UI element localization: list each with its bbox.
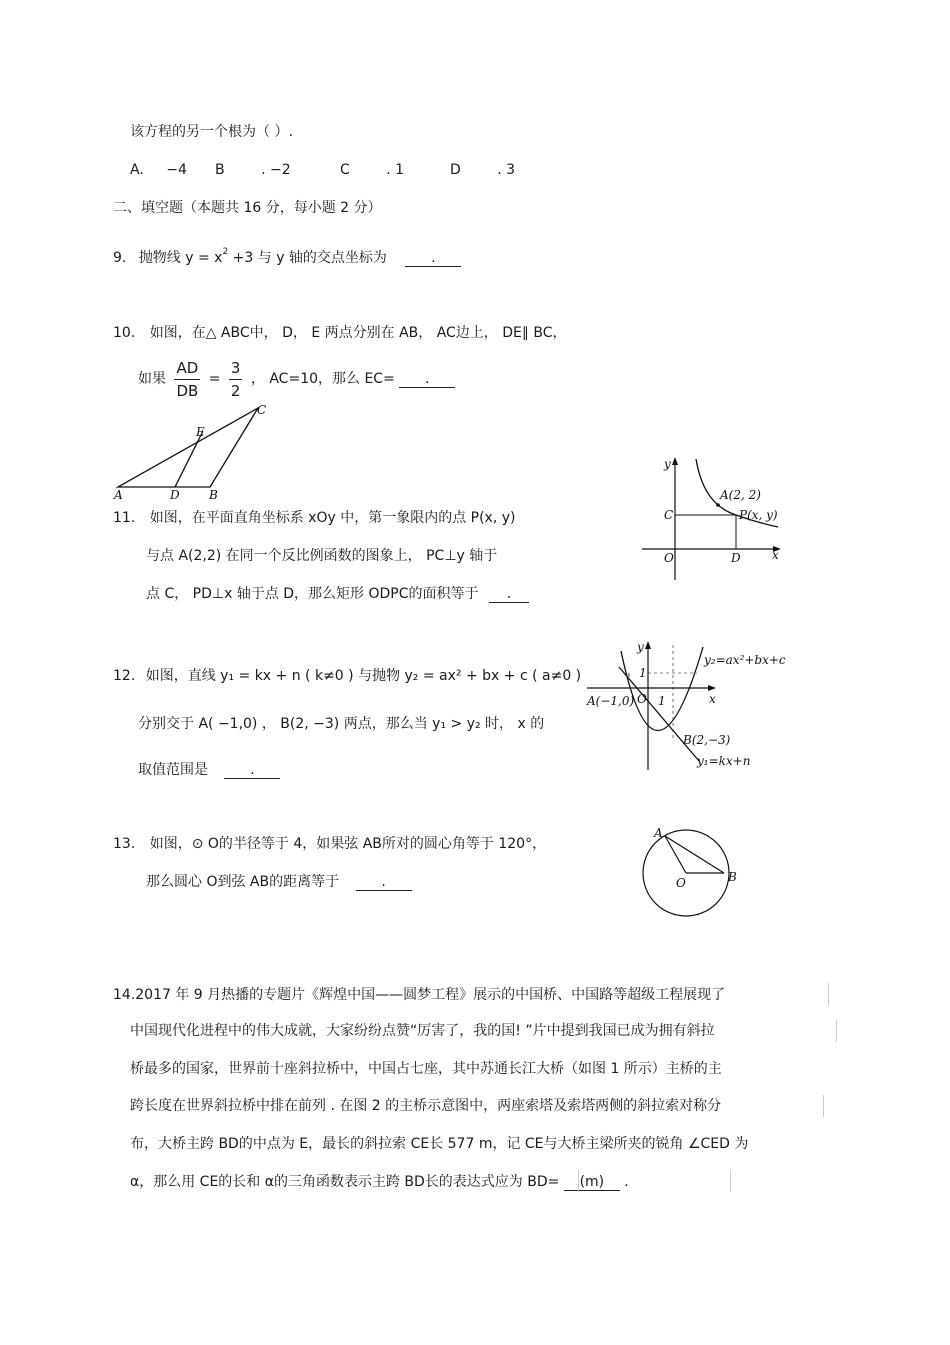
q10-line1: [113, 323, 566, 343]
q10-triangle-figure: [110, 400, 280, 505]
q10-prefix: 如果: [138, 371, 166, 387]
label-o: O: [664, 551, 674, 565]
question-number: 12.: [113, 668, 136, 684]
label-o: O: [676, 876, 686, 890]
q13-line1: [113, 834, 546, 854]
section-title: 二、填空题（本题共 16 分，每小题 2 分）: [113, 200, 382, 216]
option-value: . 1: [386, 162, 405, 178]
q12-text-1: 如图，直线 y₁ = kx + n ( k≠0 ) 与抛物 y₂ = ax² + bx + c ( a≠0 ): [145, 668, 582, 684]
label-e: E: [196, 425, 205, 439]
q12-line1: [113, 666, 581, 686]
question-number: 10.: [113, 325, 136, 341]
frac-numerator: AD: [174, 357, 200, 380]
q12-line2: 分别交于 A( −1,0) ， B(2, −3) 两点，那么当 y₁ > y₂ 时， x 的: [138, 716, 545, 732]
answer-blank[interactable]: .: [489, 586, 529, 603]
option-value: −4: [166, 162, 187, 178]
label-b: B: [728, 870, 737, 884]
divider: [823, 1095, 824, 1117]
divider: [836, 1020, 837, 1042]
label-point-a: A(−1,0): [587, 694, 635, 708]
q12-line3: [138, 760, 280, 780]
frac-denominator: 2: [230, 381, 241, 400]
label-a: A: [114, 488, 123, 502]
question-number: 9.: [113, 250, 127, 266]
answer-blank[interactable]: .: [356, 874, 412, 891]
answer-blank[interactable]: (m): [564, 1174, 620, 1191]
divider: [578, 1170, 579, 1192]
q12-text-3: 取值范围是: [138, 762, 208, 778]
q11-hyperbola-figure: [640, 455, 790, 585]
q14-line2: 中国现代化进程中的伟大成就，大家纷纷点赞“厉害了，我的国! ”片中提到我国已成为拥有斜拉: [130, 1023, 715, 1039]
label-point-a: A(2, 2): [720, 488, 761, 502]
axis-label-y: y: [637, 640, 644, 654]
label-a: A: [654, 826, 663, 840]
q13-line2: [146, 872, 412, 892]
fraction-3-2: [229, 357, 243, 402]
axis-label-x: x: [709, 692, 716, 706]
q9: [113, 242, 461, 268]
label-c: C: [257, 403, 267, 417]
label-b: B: [209, 488, 218, 502]
frac-numerator: 3: [229, 357, 243, 380]
q14-line5: 布，大桥主跨 BD的中点为 E，最长的斜拉索 CE长 577 m，记 CE与大桥主梁所夹的锐角 ∠CED 为: [130, 1136, 749, 1152]
option-letter: C: [340, 162, 350, 178]
option-letter: D: [450, 162, 461, 178]
q14-text-6: α，那么用 CE的长和 α的三角函数表示主跨 BD长的表达式应为 BD=: [130, 1174, 560, 1190]
label-line-y1: y₁=kx+n: [697, 754, 751, 768]
divider: [730, 1170, 731, 1192]
question-number: 13.: [113, 836, 136, 852]
q13-text-1: 如图，⊙ O的半径等于 4，如果弦 AB所对的圆心角等于 120°，: [149, 836, 547, 852]
label-point-b: B(2,−3): [683, 733, 731, 747]
answer-blank[interactable]: .: [405, 250, 461, 267]
label-c: C: [664, 508, 674, 522]
q11-line3: [146, 584, 529, 604]
q11-line1: [113, 508, 516, 528]
axis-label-y: y: [664, 457, 671, 471]
tick-label-y1: 1: [639, 666, 647, 680]
q8-option-b: [215, 160, 291, 180]
q9-text-b: +3 与 y 轴的交点坐标为: [228, 250, 387, 266]
q11-line2: 与点 A(2,2) 在同一个反比例函数的图象上， PC⊥y 轴于: [146, 548, 498, 564]
q14-end: .: [624, 1174, 629, 1190]
q8-option-a: [130, 160, 187, 180]
equals-sign: =: [208, 371, 221, 387]
q10-text: 如图，在△ ABC中， D， E 两点分别在 AB， AC边上， DE∥ BC，: [149, 325, 567, 341]
label-o: O: [637, 692, 647, 706]
axis-label-x: x: [772, 548, 779, 562]
q8-option-d: [450, 160, 515, 180]
q12-parabola-figure: [585, 637, 785, 772]
tick-label-x1: 1: [658, 694, 666, 708]
divider: [828, 983, 829, 1005]
label-parabola-y2: y₂=ax²+bx+c: [704, 653, 786, 667]
q9-text-a: 抛物线 y = x: [138, 250, 223, 266]
option-letter: B: [215, 162, 225, 178]
q9-sup: 2: [222, 247, 229, 257]
frac-denominator: DB: [176, 381, 199, 400]
question-number: 11.: [113, 510, 136, 526]
q14-line1: 14.2017 年 9 月热播的专题片《辉煌中国——圆梦工程》展示的中国桥、中国路等超级工程展现了: [113, 987, 726, 1003]
q10-suffix: ， AC=10，那么 EC=: [250, 371, 395, 387]
q10-line2: [138, 354, 455, 404]
q11-text-1: 如图，在平面直角坐标系 xOy 中，第一象限内的点 P(x, y): [149, 510, 516, 526]
q14-line3: 桥最多的国家，世界前十座斜拉桥中，中国占七座，其中苏通长江大桥（如图 1 所示）主桥的主: [130, 1061, 722, 1077]
q14-line6: [130, 1172, 629, 1192]
q13-text-2: 那么圆心 O到弦 AB的距离等于: [146, 874, 340, 890]
q11-text-3: 点 C， PD⊥x 轴于点 D，那么矩形 ODPC的面积等于: [146, 586, 479, 602]
option-value: . 3: [497, 162, 516, 178]
q14-line4: 跨长度在世界斜拉桥中排在前列 . 在图 2 的主桥示意图中，两座索塔及索塔两侧的斜拉索对称分: [130, 1098, 722, 1114]
q8-continuation: 该方程的另一个根为（ ）.: [130, 124, 293, 140]
option-letter: A.: [130, 162, 144, 178]
option-value: . −2: [261, 162, 291, 178]
label-d: D: [170, 488, 180, 502]
label-point-p: P(x, y): [739, 508, 778, 522]
q13-circle-figure: [640, 825, 750, 920]
fraction-ad-db: [174, 357, 200, 402]
answer-blank[interactable]: .: [224, 762, 280, 779]
answer-blank[interactable]: .: [399, 371, 455, 388]
label-d: D: [731, 551, 741, 565]
q8-option-c: [340, 160, 404, 180]
